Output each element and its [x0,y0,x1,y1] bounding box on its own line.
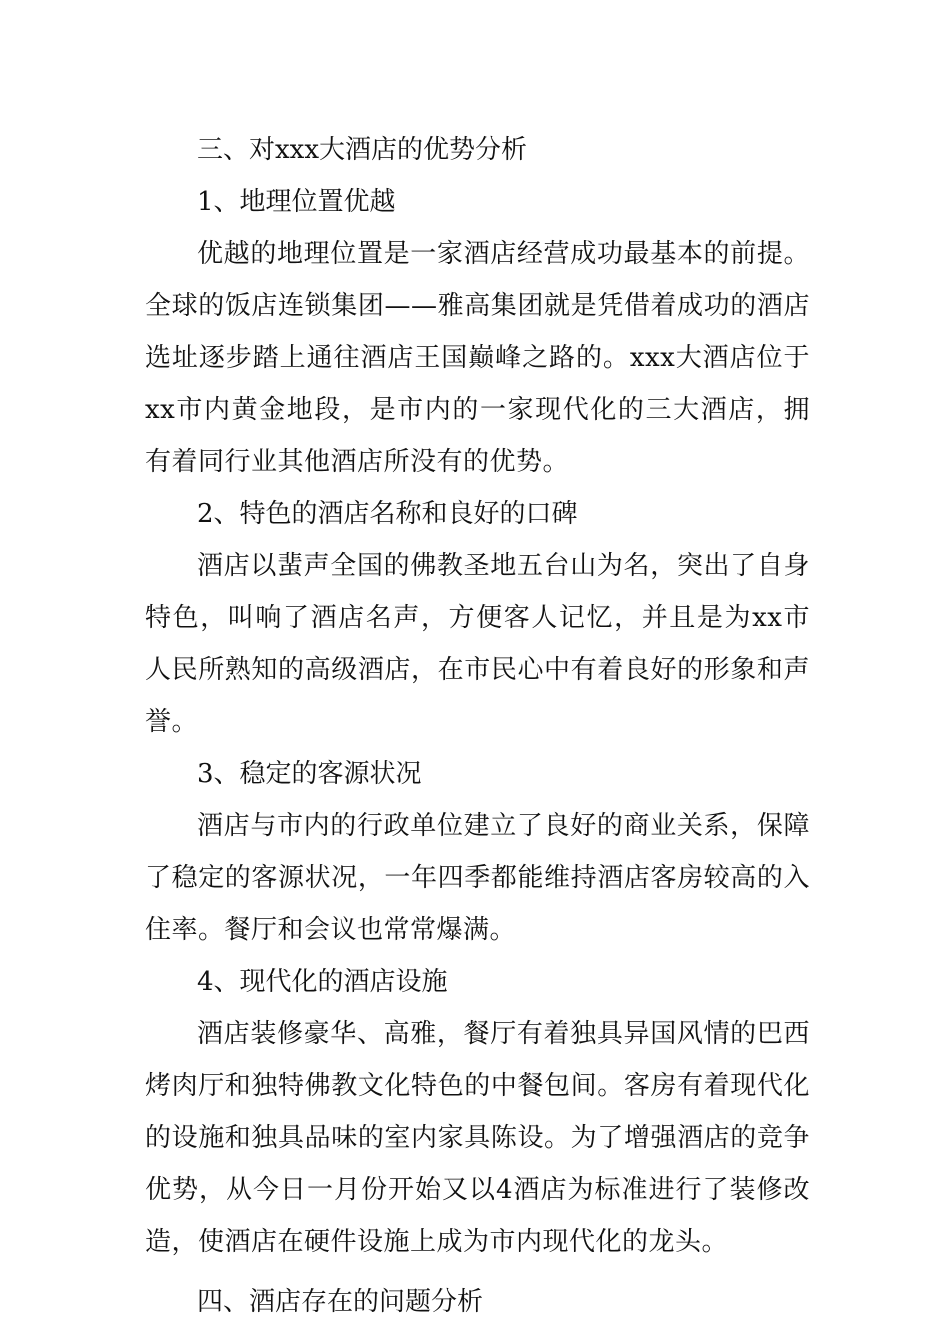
item-heading: 4、现代化的酒店设施 [197,967,448,997]
item-heading: 1、地理位置优越 [197,187,396,217]
item-paragraph: 酒店以蜚声全国的佛教圣地五台山为名，突出了自身特色，叫响了酒店名声，方便客人记忆，并且是为xx市人民所熟知的高级酒店，在市民心中有着良好的形象和声誉。 [145,551,810,737]
item-paragraph: 酒店与市内的行政单位建立了良好的商业关系，保障了稳定的客源状况，一年四季都能维持酒店客房较高的入住率。餐厅和会议也常常爆满。 [145,811,810,945]
section-title: 三、对xxx大酒店的优势分析 [197,135,527,165]
section-title: 四、酒店存在的问题分析 [197,1287,484,1317]
item-heading: 3、稳定的客源状况 [197,759,422,789]
item-heading: 2、特色的酒店名称和良好的口碑 [197,499,578,529]
item-paragraph: 酒店装修豪华、高雅，餐厅有着独具异国风情的巴西烤肉厅和独特佛教文化特色的中餐包间。客房有着现代化的设施和独具品味的室内家具陈设。为了增强酒店的竞争优势，从今日一月份开始又以4酒店为标准进行了装修改造，使酒店在硬件设施上成为市内现代化的龙头。 [145,1019,810,1257]
document-page [145,124,810,1328]
item-paragraph: 优越的地理位置是一家酒店经营成功最基本的前提。全球的饭店连锁集团——雅高集团就是凭借着成功的酒店选址逐步踏上通往酒店王国巅峰之路的。xxx大酒店位于xx市内黄金地段，是市内的一家现代化的三大酒店，拥有着同行业其他酒店所没有的优势。 [145,239,810,477]
